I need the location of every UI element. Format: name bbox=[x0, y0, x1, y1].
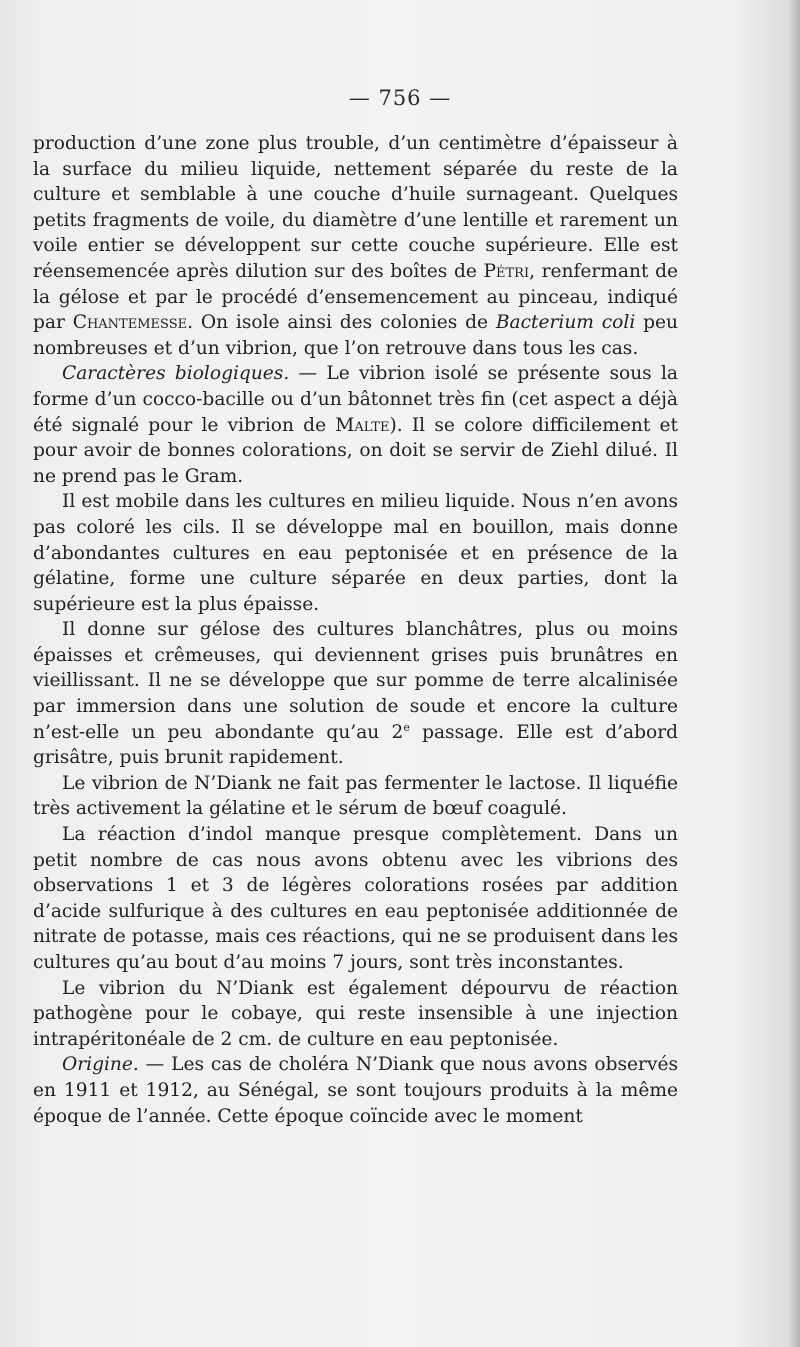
p1-text-1: production d’une zone plus trouble, d’un centimètre d’épaisseur à la surface du milieu liquide, nettement séparée du reste de la culture et semblable à une couche d’huile surnageant. Quelques petits fragments de voile, du diamètre d’une lentille et rarement un voile entier se développent sur cette couche supérieure. Elle est réensemencée après dilution sur des boîtes de bbox=[33, 133, 678, 282]
superscript-e: e bbox=[403, 720, 410, 734]
name-malte: Malte bbox=[335, 414, 390, 436]
p4-text-2: passage. Elle est d’abord grisâtre, puis brunit rapidement. bbox=[33, 721, 678, 769]
p2-text-2: ). Il se colore difficilement et pour avoir de bonnes colorations, on doit se servir de Ziehl dilué. Il ne prend pas le Gram. bbox=[33, 414, 678, 487]
page-edge-shadow bbox=[788, 0, 800, 1347]
species-bacterium-coli: Bacterium coli bbox=[495, 312, 636, 334]
section-heading-caracteres: Caractères biologiques. bbox=[62, 363, 290, 385]
paragraph-3: Il est mobile dans les cultures en milieu liquide. Nous n’en avons pas coloré les cils. Il se développe mal en bouillon, mais donne d’abondantes cultures en eau peptonisée et en présence de la gélatine, forme une culture séparée en deux parties, dont la supérieure est la plus épaisse. bbox=[33, 491, 678, 615]
paragraph-1 bbox=[33, 131, 678, 361]
p1-text-3: . On isole ainsi des colonies de bbox=[187, 312, 496, 334]
paragraph-5: Le vibrion de N’Diank ne fait pas fermenter le lactose. Il liquéfie très activement la gélatine et le sérum de bœuf coagulé. bbox=[33, 772, 678, 820]
section-heading-origine: Origine. bbox=[62, 1054, 139, 1076]
paragraph-8 bbox=[33, 1052, 678, 1129]
p1-text-2: , renfermant de la gélose et par le procédé d’ensemencement au pinceau, indiqué par bbox=[33, 260, 678, 334]
p2-text-1: — Le vibrion isolé se présente sous la forme d’un cocco-bacille ou d’un bâtonnet très fin (cet aspect a déjà été signalé pour le vibrion de bbox=[33, 363, 679, 436]
p4-text-1: Il donne sur gélose des cultures blanchâtres, plus ou moins épaisses et crêmeuses, qui deviennent grises puis brunâtres en vieillissant. Il ne se développe que sur pomme de terre alcalinisée par immersion dans une solution de soude et encore la culture n’est-elle un peu abondante qu’au 2 bbox=[33, 619, 678, 743]
p1-text-4: peu nombreuses et d’un vibrion, que l’on retrouve dans tous les cas. bbox=[33, 312, 679, 359]
body-text bbox=[33, 131, 678, 1129]
page-number: — 756 — bbox=[348, 86, 452, 110]
name-petri: Pétri bbox=[483, 260, 530, 282]
paragraph-4 bbox=[33, 617, 678, 771]
paragraph-6: La réaction d’indol manque presque complètement. Dans un petit nombre de cas nous avons obtenu avec les vibrions des observations 1 et 3 de légères colorations rosées par addition d’acide sulfurique à des cultures en eau peptonisée additionnée de nitrate de potasse, mais ces réactions, qui ne se produisent dans les cultures qu’au bout d’au moins 7 jours, sont très inconstantes. bbox=[33, 824, 678, 973]
paragraph-7: Le vibrion du N’Diank est également dépourvu de réaction pathogène pour le cobaye, qui reste insensible à une injection intrapéritonéale de 2 cm. de culture en eau peptonisée. bbox=[33, 977, 678, 1050]
name-chantemesse: Chantemesse bbox=[72, 312, 188, 334]
paragraph-2 bbox=[33, 361, 678, 489]
p8-text-1: — Les cas de choléra N’Diank que nous avons observés en 1911 et 1912, au Sénégal, se sont toujours produits à la même époque de l’année. Cette époque coïncide avec le moment bbox=[33, 1054, 678, 1127]
